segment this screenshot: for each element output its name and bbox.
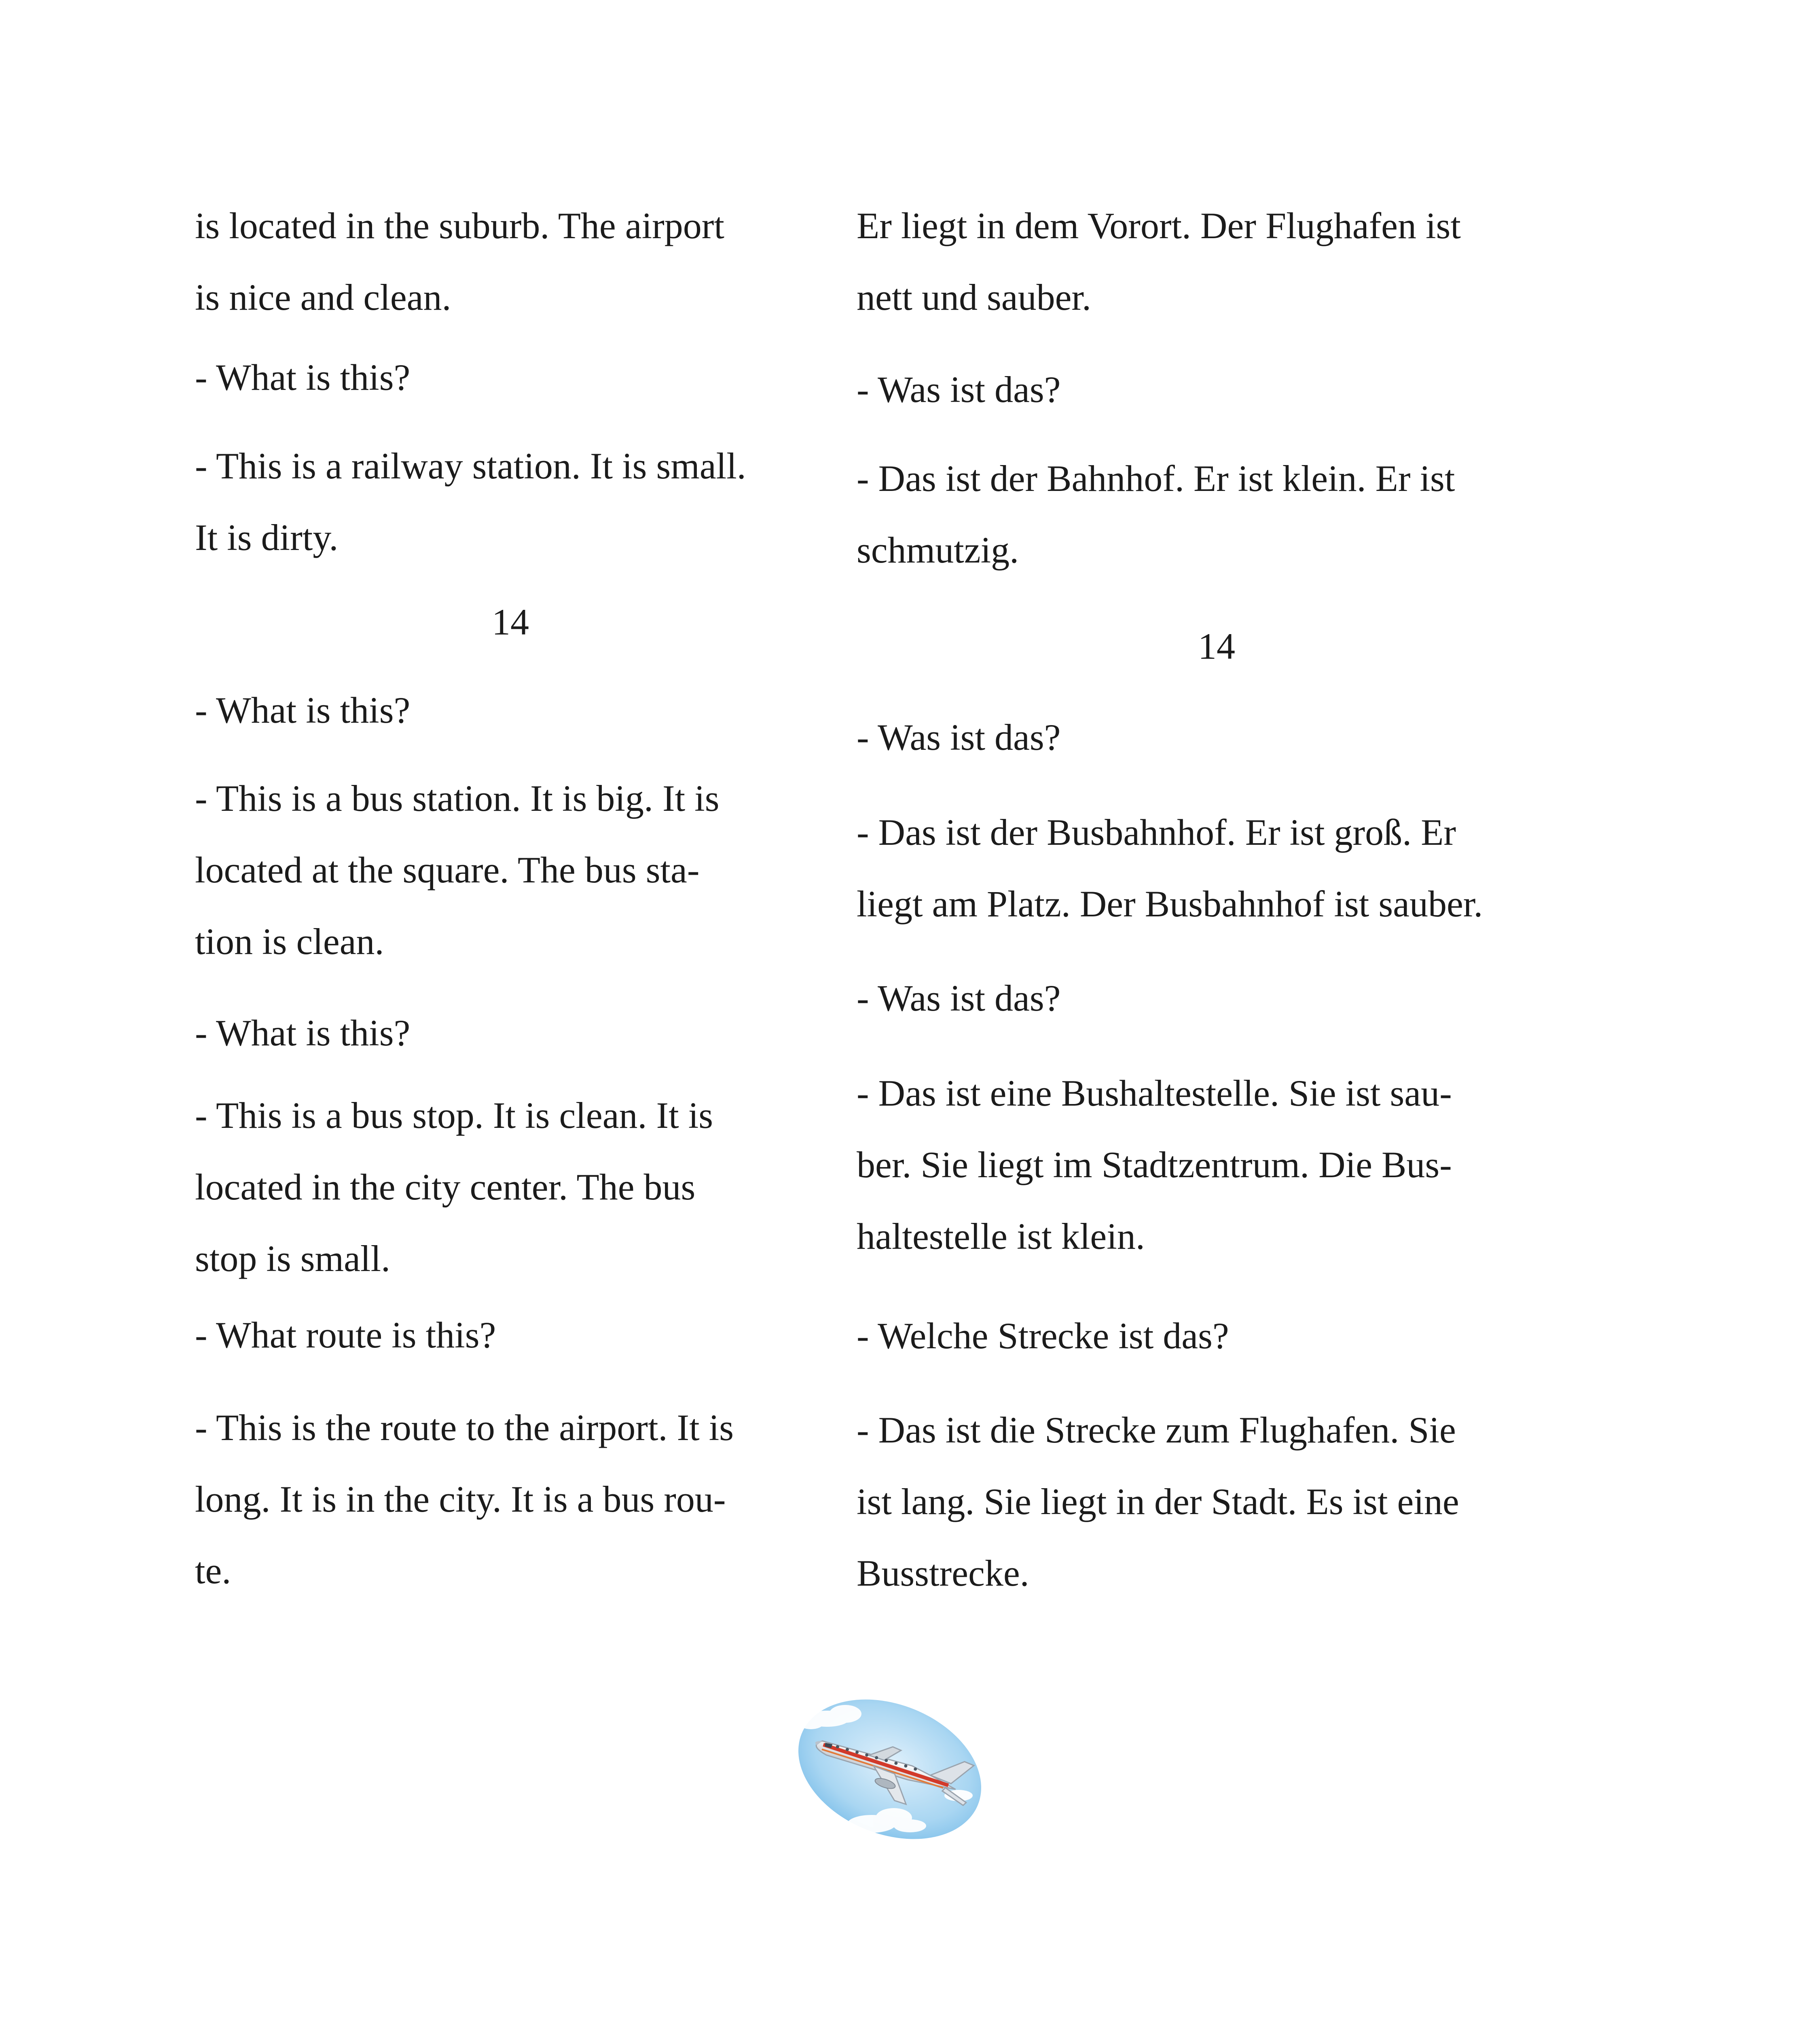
text-line: liegt am Platz. Der Busbahnhof ist sauber. (857, 883, 1483, 924)
question-en-3 (195, 997, 410, 1069)
text-line: - Was ist das? (857, 369, 1061, 410)
question-en-1 (195, 342, 410, 413)
paragraph-en-1 (195, 190, 724, 333)
text-line: Er liegt in dem Vorort. Der Flughafen ist (857, 205, 1461, 246)
text-line: - What route is this? (195, 1314, 496, 1356)
text-line: is located in the suburb. The airport (195, 205, 724, 246)
text-line: - Welche Strecke ist das? (857, 1315, 1229, 1356)
text-line: - Das ist eine Bushaltestelle. Sie ist sau- (857, 1072, 1452, 1114)
text-line: stop is small. (195, 1238, 391, 1279)
text-line: te. (195, 1550, 231, 1591)
paragraph-de-1 (857, 190, 1461, 333)
text-line: - Das ist der Busbahnhof. Er ist groß. Er (857, 812, 1456, 853)
text-line: - Das ist der Bahnhof. Er ist klein. Er ist (857, 458, 1455, 499)
text-line: haltestelle ist klein. (857, 1216, 1145, 1257)
text-line: - What is this? (195, 357, 411, 398)
text-line: tion is clean. (195, 921, 384, 962)
text-line: - Was ist das? (857, 977, 1061, 1019)
question-de-1 (857, 354, 1060, 425)
text-line: ber. Sie liegt im Stadtzentrum. Die Bus- (857, 1144, 1452, 1185)
paragraph-de-3 (857, 797, 1483, 940)
paragraph-en-3 (195, 763, 720, 977)
question-de-4 (857, 1300, 1229, 1372)
question-en-2 (195, 675, 410, 746)
paragraph-de-5 (857, 1394, 1459, 1609)
text-line: 14 (1198, 626, 1235, 667)
paragraph-en-4 (195, 1080, 713, 1294)
text-line: 14 (492, 601, 529, 643)
question-de-3 (857, 962, 1060, 1034)
paragraph-en-5 (195, 1392, 734, 1607)
text-line: - This is a bus stop. It is clean. It is (195, 1095, 713, 1136)
section-number-de (857, 611, 1577, 682)
section-number-en (195, 586, 826, 658)
text-line: - What is this? (195, 690, 411, 731)
text-line: - Das ist die Strecke zum Flughafen. Sie (857, 1409, 1456, 1451)
paragraph-en-2 (195, 430, 746, 573)
text-line: long. It is in the city. It is a bus rou- (195, 1478, 726, 1520)
airplane-icon (789, 1694, 991, 1844)
text-line: - What is this? (195, 1012, 411, 1053)
text-line: located in the city center. The bus (195, 1166, 696, 1208)
text-line: schmutzig. (857, 529, 1019, 571)
text-line: located at the square. The bus sta- (195, 849, 700, 890)
text-line: ist lang. Sie liegt in der Stadt. Es ist eine (857, 1481, 1459, 1522)
paragraph-de-2 (857, 443, 1455, 586)
question-de-2 (857, 702, 1060, 773)
text-line: It is dirty. (195, 517, 339, 558)
text-line: - This is the route to the airport. It is (195, 1407, 734, 1448)
text-line: nett und sauber. (857, 277, 1091, 318)
text-line: - This is a railway station. It is small. (195, 445, 746, 486)
paragraph-de-4 (857, 1058, 1452, 1272)
text-line: - Was ist das? (857, 717, 1061, 758)
question-en-4 (195, 1299, 496, 1371)
text-line: Busstrecke. (857, 1552, 1029, 1594)
text-line: is nice and clean. (195, 277, 451, 318)
text-line: - This is a bus station. It is big. It is (195, 778, 720, 819)
